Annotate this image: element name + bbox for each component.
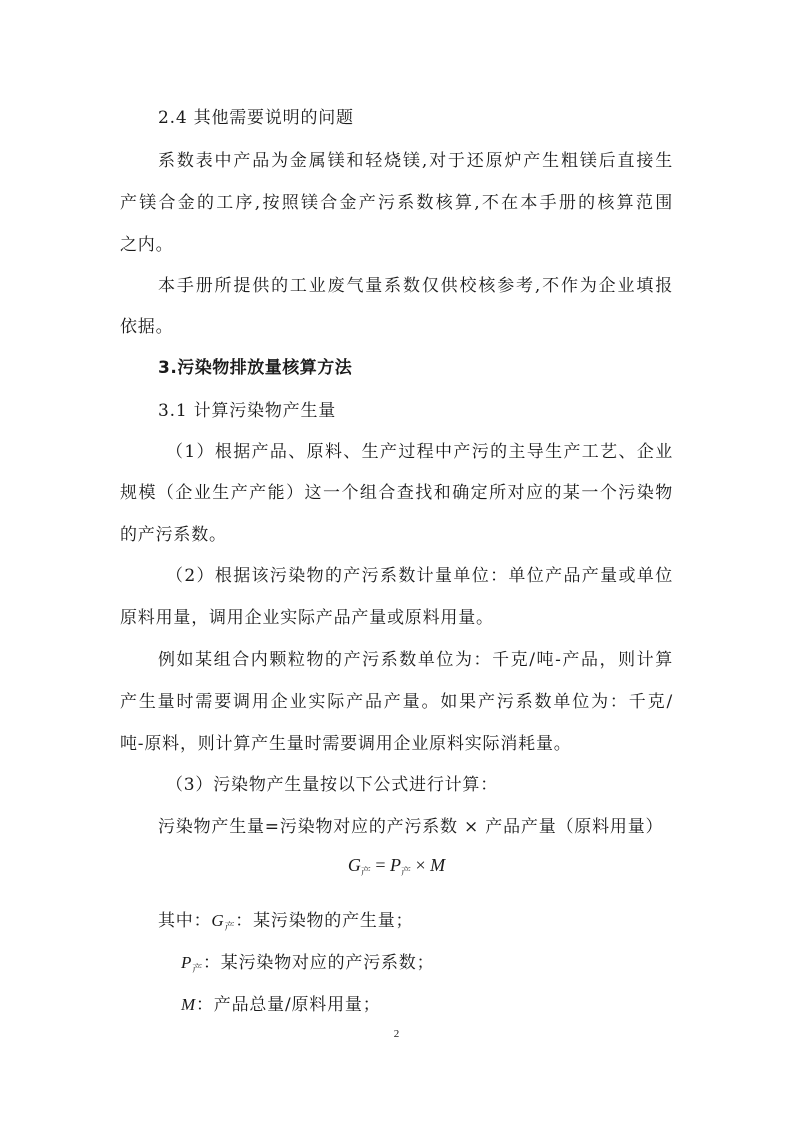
definition-g-var: G xyxy=(211,911,225,930)
example-line: 吨-原料，则计算产生量时需要调用企业原料实际消耗量。 xyxy=(120,734,572,754)
formula-text-line: 污染物产生量=污染物对应的产污系数 × 产品产量（原料用量） xyxy=(158,817,664,837)
step-2-line: （2）根据该污染物的产污系数计量单位：单位产品产量或单位 xyxy=(166,566,673,586)
step-1-line: （1）根据产品、原料、生产过程中产污的主导生产工艺、企业 xyxy=(166,442,673,462)
step-2-line: 原料用量，调用企业实际产品产量或原料用量。 xyxy=(120,608,494,628)
page-number: 2 xyxy=(393,1028,400,1040)
step-1-line: 规模（企业生产产能）这一个组合查找和确定所对应的某一个污染物 xyxy=(120,483,673,503)
where-prefix: 其中： xyxy=(158,911,212,931)
paragraph-line: 产镁合金的工序,按照镁合金产污系数核算,不在本手册的核算范围 xyxy=(120,193,673,213)
formula-p-subscript: 产 xyxy=(401,867,411,878)
definition-m xyxy=(181,993,734,1017)
formula xyxy=(0,852,793,886)
formula-m: M xyxy=(430,855,446,875)
definition-p-subscript: 产 xyxy=(192,964,203,975)
paragraph-line: 依据。 xyxy=(120,317,174,337)
definition-g-desc: ：某污染物的产生量； xyxy=(235,911,414,931)
step-1-line: 的产污系数。 xyxy=(120,525,227,545)
paragraph-line: 本手册所提供的工业废气量系数仅供校核参考,不作为企业填报 xyxy=(158,276,673,296)
formula-times: × xyxy=(411,855,431,875)
definition-p xyxy=(181,951,734,982)
formula-g: G xyxy=(347,855,361,875)
formula-equals: = xyxy=(370,855,390,875)
section-2-4-heading: 2.4 其他需要说明的问题 xyxy=(158,108,354,128)
definition-m-var: M xyxy=(181,995,196,1014)
definition-m-desc: ：产品总量/原料用量； xyxy=(195,995,381,1015)
formula-p: P xyxy=(390,855,401,875)
section-3-1-heading: 3.1 计算污染物产生量 xyxy=(158,401,337,421)
formula-g-subscript: 产 xyxy=(360,867,371,878)
example-line: 例如某组合内颗粒物的产污系数单位为：千克/吨-产品，则计算 xyxy=(158,650,673,670)
example-line: 产生量时需要调用企业实际产品产量。如果产污系数单位为：千克/ xyxy=(120,692,673,712)
section-3-heading: 3.污染物排放量核算方法 xyxy=(158,358,353,378)
definition-g-subscript: 产 xyxy=(224,922,236,933)
paragraph-line: 系数表中产品为金属镁和轻烧镁,对于还原炉产生粗镁后直接生 xyxy=(158,151,673,171)
definition-g xyxy=(158,909,711,940)
definition-p-var: P xyxy=(181,953,193,972)
step-3-line: （3）污染物产生量按以下公式进行计算： xyxy=(166,775,499,795)
paragraph-line: 之内。 xyxy=(120,235,174,255)
definition-p-desc: ：某污染物对应的产污系数； xyxy=(203,953,435,973)
